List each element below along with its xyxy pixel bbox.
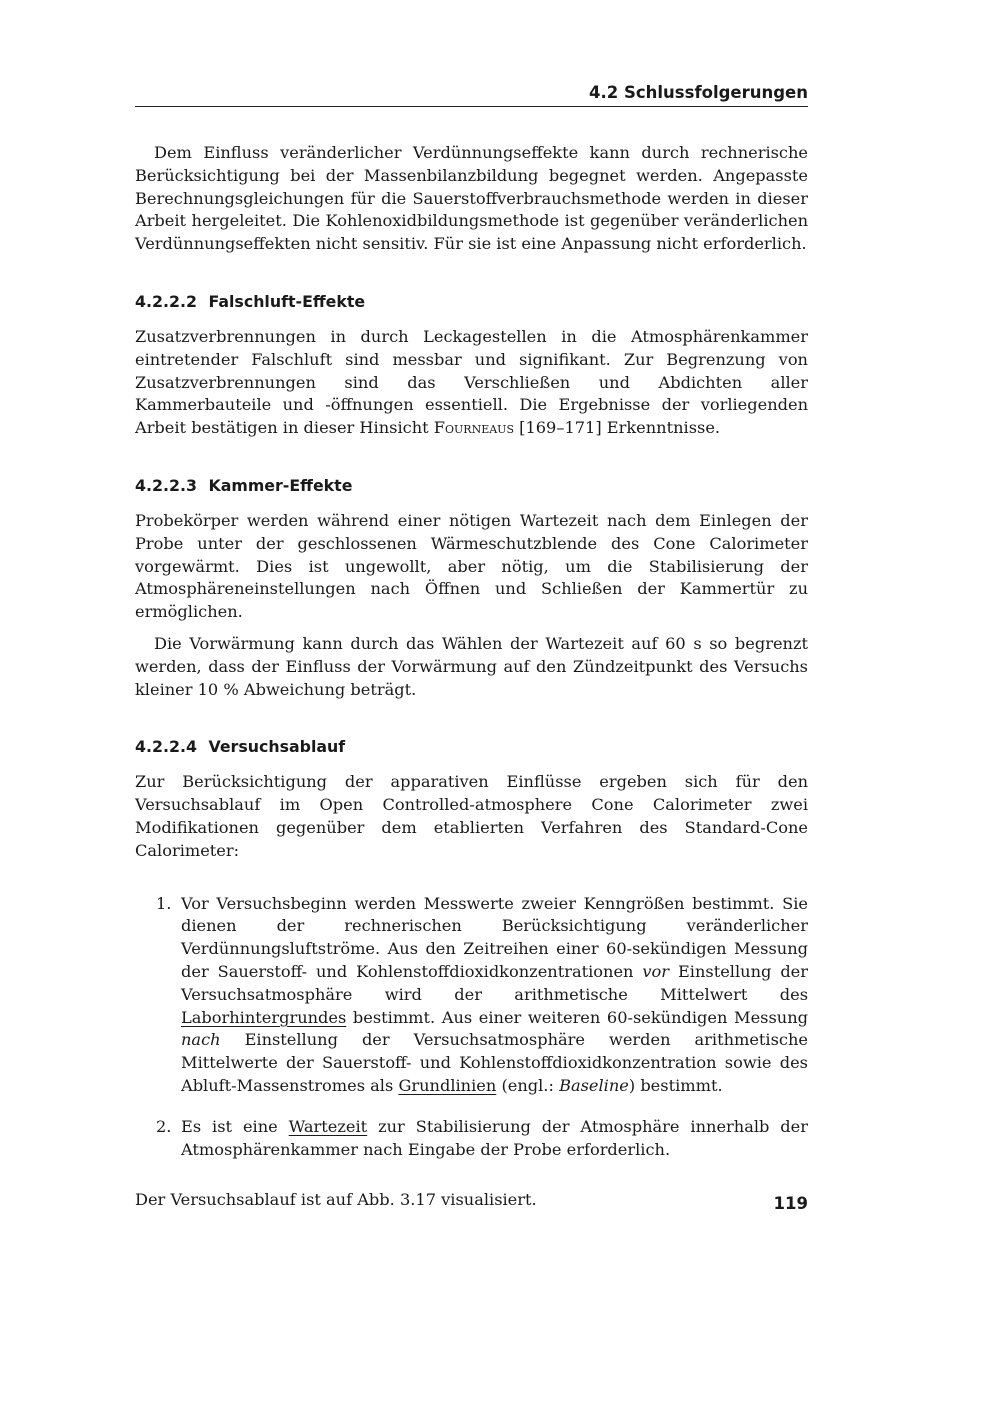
section-number: 4.2.2.2 bbox=[135, 291, 197, 311]
list-item bbox=[135, 1116, 808, 1162]
emphasis: nach bbox=[181, 1030, 221, 1050]
text-run: zur Stabilisierung der Atmosphäre innerhalb der Atmosphärenkammer nach Eingabe der Probe erforderlich. bbox=[181, 1116, 808, 1159]
running-header bbox=[135, 82, 808, 107]
section-title: Kammer-Effekte bbox=[208, 475, 353, 495]
underlined-term: Laborhintergrundes bbox=[181, 1007, 347, 1027]
falschluft-paragraph bbox=[135, 326, 808, 440]
underlined-term: Wartezeit bbox=[288, 1116, 368, 1136]
versuchsablauf-paragraph: Zur Berücksichtigung der apparativen Einflüsse ergeben sich für den Versuchsablauf im Open Controlled-atmosphere Cone Calorimeter zwei Modifikationen gegenüber dem etablierten Verfahren des Standard-Cone Calorimeter: bbox=[135, 772, 808, 860]
text-run: ) bestimmt. bbox=[628, 1075, 723, 1095]
text-run: Es ist eine bbox=[181, 1116, 289, 1136]
page-number: 119 bbox=[773, 1194, 808, 1213]
list-marker: 1. bbox=[156, 893, 172, 913]
list-item bbox=[135, 893, 808, 1098]
intro-paragraph: Dem Einfluss veränderlicher Verdünnungseffekte kann durch rechnerische Berücksichtigung bei der Massenbilanzbildung begegnet werden. Angepasste Berechnungsgleichungen für die Sauerstoffverbrauchsmethode werden in dieser Arbeit hergeleitet. Die Kohlenoxidbildungsmethode ist gegenüber veränderlichen Verdünnungseffekten nicht sensitiv. Für sie ist eine Anpassung nicht erforderlich. bbox=[135, 143, 808, 254]
section-title: Versuchsablauf bbox=[208, 737, 346, 757]
page-body bbox=[135, 142, 808, 1212]
text-run: [169–171] Erkenntnisse. bbox=[514, 418, 721, 438]
text-run: Einstellung der Versuchsatmosphäre werden arithmetische Mittelwerte der Sauerstoff- und Kohlenstoffdioxidkonzentration sowie des Abluft-Massenstromes als bbox=[181, 1030, 808, 1095]
emphasis: Baseline bbox=[559, 1075, 629, 1095]
section-heading-versuchsablauf bbox=[135, 737, 808, 757]
kammer-paragraph-1: Probekörper werden während einer nötigen Wartezeit nach dem Einlegen der Probe unter der geschlossenen Wärmeschutzblende des Cone Calorimeter vorgewärmt. Dies ist ungewollt, aber nötig, um die Stabilisierung der Atmosphäreneinstellungen nach Öffnen und Schließen der Kammertür zu ermöglichen. bbox=[135, 510, 808, 622]
section-number: 4.2.2.4 bbox=[135, 737, 197, 757]
final-paragraph: Der Versuchsablauf ist auf Abb. 3.17 visualisiert. bbox=[135, 1190, 537, 1210]
section-title: Falschluft-Effekte bbox=[208, 291, 366, 311]
kammer-paragraph-2: Die Vorwärmung kann durch das Wählen der Wartezeit auf 60 s so begrenzt werden, dass der Einfluss der Vorwärmung auf den Zündzeitpunkt des Versuchs kleiner 10 % Abweichung beträgt. bbox=[135, 633, 808, 699]
section-number: 4.2.2.3 bbox=[135, 475, 197, 495]
emphasis: vor bbox=[642, 961, 670, 981]
underlined-term: Grundlinien bbox=[398, 1075, 497, 1095]
section-heading-kammer bbox=[135, 476, 808, 496]
text-run: Zusatzverbrennungen in durch Leckagestellen in die Atmosphärenkammer eintretender Falschluft sind messbar und signifikant. Zur Begrenzung von Zusatzverbrennungen sind das Verschließen und Abdichten aller Kammerbauteile und -öffnungen essentiell. Die Ergebnisse der vorliegenden Arbeit bestätigen in dieser Hinsicht bbox=[135, 326, 808, 438]
section-heading-falschluft bbox=[135, 292, 808, 312]
text-run: Vor Versuchsbeginn werden Messwerte zweier Kenngrößen bestimmt. Sie dienen der rechnerischen Berücksichtigung veränderlicher Verdünnungsluftströme. Aus den Zeitreihen einer 60-sekündigen Messung der Sauerstoff- und Kohlenstoffdioxidkonzentrationen bbox=[181, 893, 808, 981]
author-name: Fourneaus bbox=[433, 418, 514, 438]
modification-list bbox=[135, 893, 808, 1162]
running-header-title: 4.2 Schlussfolgerungen bbox=[589, 83, 808, 102]
text-run: bestimmt. Aus einer weiteren 60-sekündigen Messung bbox=[346, 1007, 808, 1027]
text-run: Einstellung der Versuchsatmosphäre wird der arithmetische Mittelwert des bbox=[181, 961, 808, 1004]
list-marker: 2. bbox=[156, 1116, 172, 1136]
text-run: (engl.: bbox=[496, 1075, 560, 1095]
